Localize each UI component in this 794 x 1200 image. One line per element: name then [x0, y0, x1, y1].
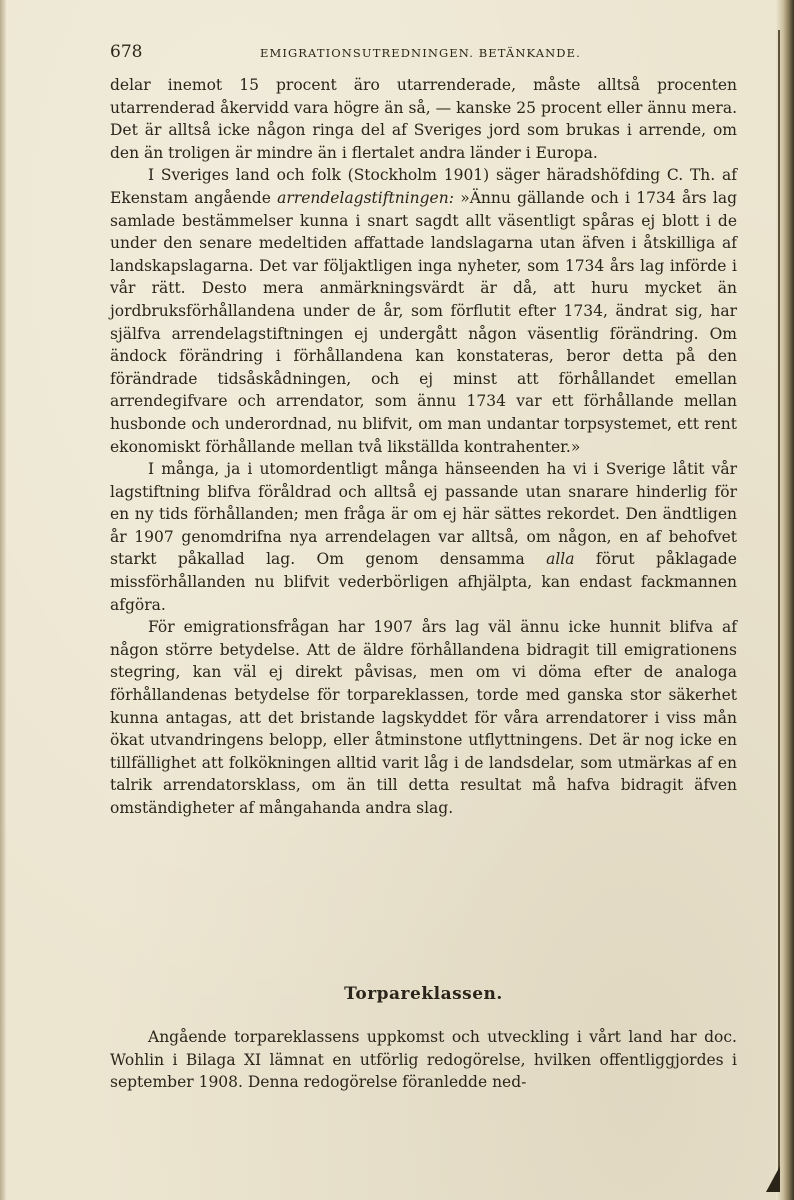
page-left-edge [0, 0, 6, 1200]
page-header [110, 40, 736, 66]
paragraph-2-start: I Sveriges land och folk (Stockholm 1901) säger häradshöfding C. Th. af Ekenstam angående [110, 166, 737, 207]
body-text [110, 74, 737, 820]
corner-mark [766, 1166, 780, 1192]
paragraph-3 [110, 458, 737, 616]
section-paragraph-1: Angående torpareklassens uppkomst och utveckling i vårt land har doc. Wohlin i Bilaga XI lämnat en utförlig redogörelse, hvilken offentliggjordes i september 1908. Denna redogörelse föranledde ned- [110, 1028, 737, 1092]
page-number: 678 [110, 42, 143, 62]
margin-rule [778, 30, 780, 1170]
paragraph-4: För emigrationsfrågan har 1907 års lag väl ännu icke hunnit blifva af någon större betydelse. Att de äldre förhållandena bidragit till emigrationens stegring, kan väl ej direkt påvisas, men om vi döma efter de analoga förhållandenas betydelse för torpareklassen, torde med ganska stor säkerhet kunna antagas, att det bristande lagskyddet för våra arrendatorer i viss mån ökat utvandringens belopp, eller åtminstone utflyttningens. Det är nog icke en tillfällighet att folkökningen alltid varit låg i de landsdelar, som utmärkas af en talrik arrendatorsklass, om än till detta resultat må hafva bidragit äfven omständigheter af mångahanda andra slag. [110, 618, 737, 817]
section-body-text [110, 1026, 737, 1094]
paragraph-2 [110, 164, 737, 458]
paragraph-2-italic: arrendelagstiftningen: [277, 188, 454, 207]
paragraph-3-end: förut påklagade missförhållanden nu blifvit vederbörligen afhjälpta, kan endast fackmannen afgöra. [110, 550, 737, 614]
paragraph-3-italic: alla [546, 550, 575, 569]
section-heading: Torpareklassen. [344, 984, 503, 1004]
paragraph-1: delar inemot 15 procent äro utarrenderade, måste alltså procenten utarrenderad åkervidd vara högre än så, — kanske 25 procent eller ännu mera. Det är alltså icke någon ringa del af Sveriges jord som brukas i arrende, om den än troligen är mindre än i flertalet andra länder i Europa. [110, 76, 737, 162]
paragraph-2-end: »Ännu gällande och i 1734 års lag samlade bestämmelser kunna i snart sagdt allt väsentligt spåras ej blott i de under den senare medeltiden affattade landslagarna utan äfven i åtskilliga af landskapslagarna. Det var följaktligen inga nyheter, som 1734 års lag införde i vår rätt. Desto mera anmärkningsvärdt är då, att huru mycket än jordbruksförhållandena under de år, som förflutit efter 1734, ändrat sig, har själfva arrendelagstiftningen ej undergått någon väsentlig förändring. Om ändock förändring i förhållandena kan konstateras, beror detta på den förändrade tidsåskådningen, och ej minst att förhållandet emellan arrendegifvare och arrendator, som ännu 1734 var ett förhållande mellan husbonde och underordnad, nu blifvit, om man undantar torpsystemet, ett rent ekonomiskt förhållande mellan två likställda kontrahenter.» [110, 188, 737, 456]
running-head: EMIGRATIONSUTREDNINGEN. BETÄNKANDE. [260, 46, 581, 60]
paragraph-3-start: I många, ja i utomordentligt många hänseenden ha vi i Sverige låtit vår lagstiftning blifva föråldrad och alltså ej passande utan snarare hinderlig för en ny tids förhållanden; men fråga är om ej här sättes rekordet. Den ändtligen år 1907 genomdrifna nya arrendelagen var alltså, om någon, en af behofvet starkt påkallad lag. Om genom densamma [110, 460, 737, 569]
